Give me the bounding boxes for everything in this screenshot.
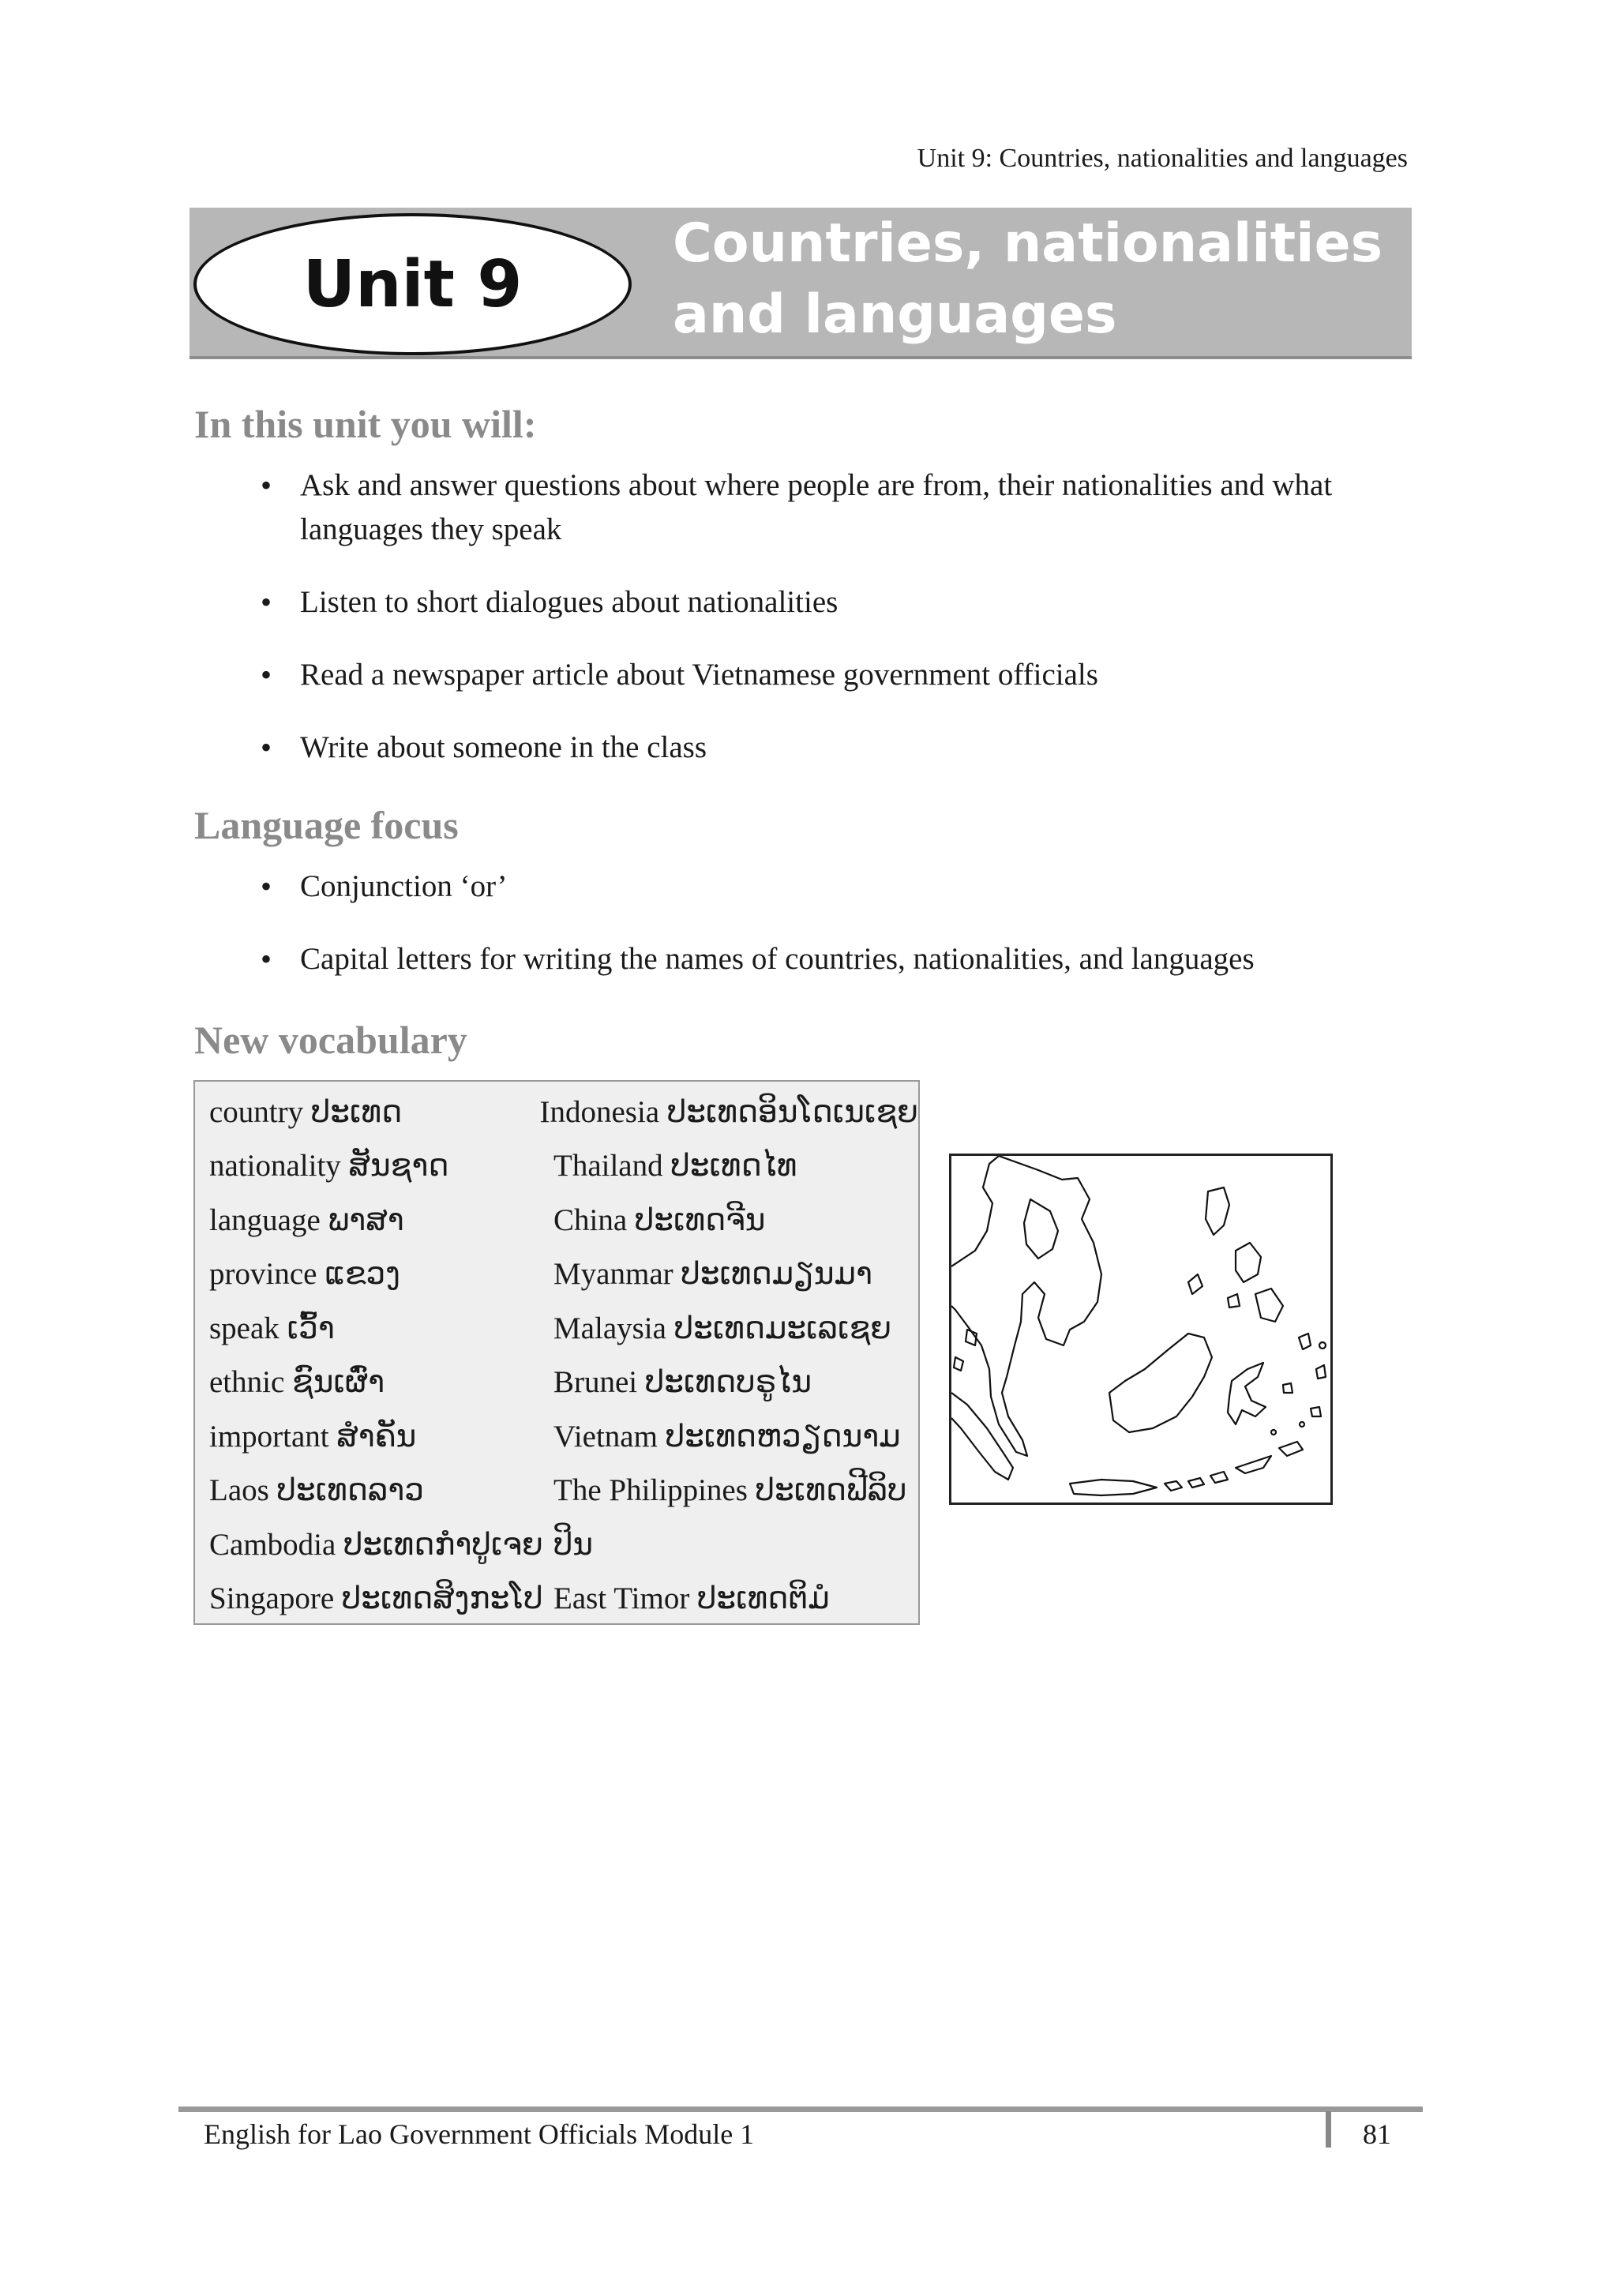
vocabulary-row — [195, 1518, 918, 1572]
vocabulary-row — [195, 1464, 918, 1518]
map-outline-icon — [951, 1156, 1330, 1503]
objective-item: • Listen to short dialogues about nationalities — [245, 580, 1405, 625]
vocabulary-term: Thailand ປະເທດໄທ — [553, 1149, 797, 1184]
vocabulary-row — [195, 1301, 918, 1356]
vocabulary-term: Myanmar ປະເທດມຽນມາ — [553, 1257, 872, 1292]
vocabulary-term: ປິນ — [553, 1527, 594, 1562]
unit-title-line-1: Countries, nationalities — [673, 212, 1383, 275]
vocabulary-table — [193, 1080, 920, 1625]
vocabulary-heading: New vocabulary — [194, 1018, 467, 1062]
objectives-heading: In this unit you will: — [194, 402, 537, 446]
language-focus-item: • Conjunction ‘or’ — [245, 865, 1405, 909]
unit-badge — [193, 213, 632, 355]
unit-title-line-2: and languages — [673, 283, 1117, 346]
vocabulary-row — [195, 1572, 918, 1626]
language-focus-list — [245, 865, 1405, 1010]
vocabulary-term: China ປະເທດຈີນ — [553, 1202, 766, 1237]
objective-item: • Read a newspaper article about Vietnamese government officials — [245, 653, 1405, 697]
language-focus-heading: Language focus — [194, 803, 459, 847]
vocabulary-term: important ສຳຄັນ — [209, 1419, 417, 1454]
vocabulary-term: country ປະເທດ — [209, 1094, 403, 1129]
unit-title — [673, 208, 1399, 351]
footer-rule — [178, 2107, 1423, 2112]
vocabulary-row — [195, 1193, 918, 1247]
vocabulary-row — [195, 1409, 918, 1464]
footer-title: English for Lao Government Officials Module 1 — [204, 2118, 755, 2150]
page-number: 81 — [1363, 2118, 1391, 2150]
objective-item: • Ask and answer questions about where people are from, their nationalities and what languages they speak — [245, 463, 1405, 552]
objective-item: • Write about someone in the class — [245, 726, 1405, 770]
vocabulary-term: Cambodia ປະເທດກຳປູເຈຍ — [209, 1527, 543, 1562]
vocabulary-term: Brunei ປະເທດບຣູໄນ — [553, 1365, 812, 1400]
vocabulary-term: Vietnam ປະເທດຫວຽດນາມ — [553, 1419, 901, 1454]
vocabulary-term: Malaysia ປະເທດມະເລເຊຍ — [553, 1311, 892, 1345]
vocabulary-term: ethnic ຊົນເຜົ່າ — [209, 1365, 385, 1400]
vocabulary-row — [195, 1139, 918, 1194]
vocabulary-term: speak ເວົ້າ — [209, 1311, 335, 1345]
vocabulary-row — [195, 1085, 918, 1139]
running-header: Unit 9: Countries, nationalities and languages — [917, 144, 1408, 173]
vocabulary-term: The Philippines ປະເທດຟີລິບ — [553, 1473, 907, 1508]
vocabulary-row — [195, 1356, 918, 1410]
southeast-asia-map — [949, 1154, 1333, 1505]
objectives-list — [245, 463, 1405, 798]
vocabulary-term: East Timor ປະເທດຕິມໍ — [553, 1581, 830, 1616]
language-focus-item: • Capital letters for writing the names of countries, nationalities, and languages — [245, 937, 1405, 981]
vocabulary-term: province ແຂວງ — [209, 1257, 400, 1292]
vocabulary-term: language ພາສາ — [209, 1202, 404, 1237]
vocabulary-term: Singapore ປະເທດສິງກະໂປ — [209, 1581, 543, 1616]
vocabulary-term: nationality ສັນຊາດ — [209, 1149, 449, 1184]
footer-divider — [1326, 2111, 1331, 2148]
unit-label: Unit 9 — [302, 246, 523, 322]
vocabulary-term: Indonesia ປະເທດອິນໂດເນເຊຍ — [539, 1094, 918, 1129]
vocabulary-term: Laos ປະເທດລາວ — [209, 1473, 424, 1508]
vocabulary-row — [195, 1247, 918, 1302]
